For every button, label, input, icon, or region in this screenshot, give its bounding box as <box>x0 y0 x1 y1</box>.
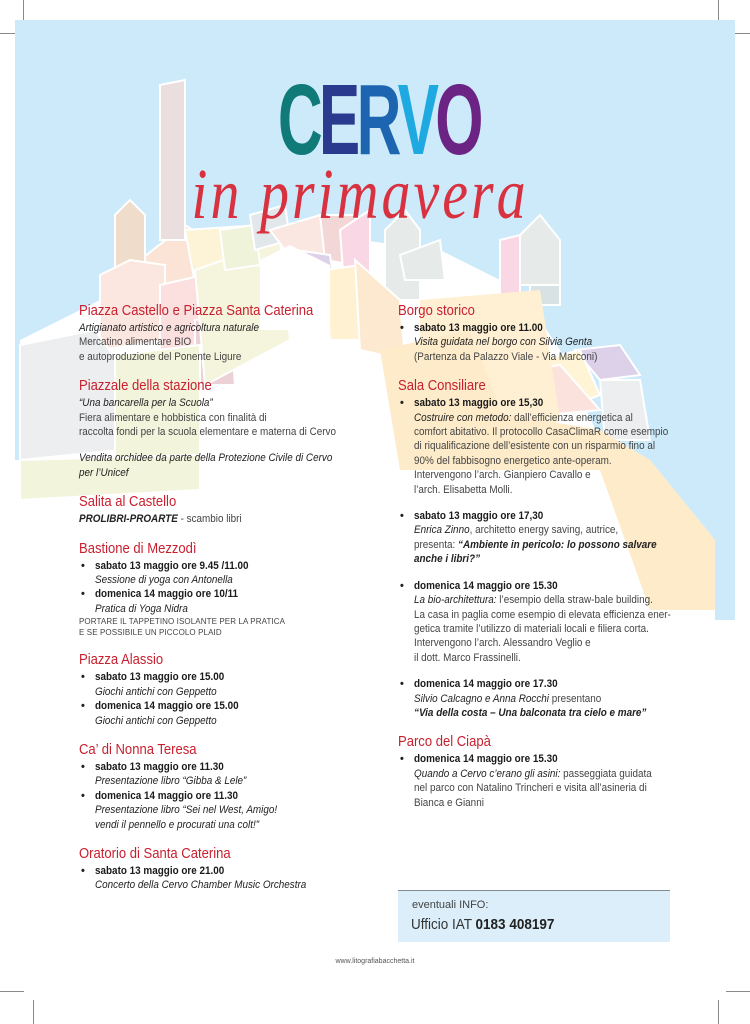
event-item: • sabato 13 maggio ore 17,30 Enrica Zinno, architetto energy saving, autrice, presenta: “Ambiente in pericolo: lo possono salvare anche i libri?” <box>400 510 657 566</box>
event-line: Intervengono l’arch. Alessandro Veglio e <box>414 637 591 650</box>
event-what: Presentazione libro “Sei nel West, Amigo! <box>95 804 278 817</box>
section-parco-ciapa <box>398 733 688 810</box>
event-when: sabato 13 maggio ore 11.00 <box>414 322 543 334</box>
section-line: Mercatino alimentare BIO <box>79 336 192 349</box>
title-letter: O <box>435 64 480 176</box>
info-box <box>398 890 670 942</box>
event-when: sabato 13 maggio ore 15,30 <box>414 397 544 410</box>
section-subtitle: Artigianato artistico e agricoltura naturale <box>79 322 259 334</box>
section-title: Piazza Castello e Piazza Santa Caterina <box>79 303 314 319</box>
section-title: Borgo storico <box>398 303 475 319</box>
event-item: • domenica 14 maggio ore 15.30 Quando a Cervo c’erano gli asini: passeggiata guidata nel parco con Natalino Trincheri e visita all’asineria di Bianca e Gianni <box>400 753 652 809</box>
info-phone[interactable]: 0183 408197 <box>475 916 555 933</box>
section-title: Bastione di Mezzodì <box>79 540 197 557</box>
printer-credit[interactable]: www.litografiabacchetta.it <box>335 958 415 965</box>
event-line: Bianca e Gianni <box>414 796 484 809</box>
section-bastione <box>79 540 389 639</box>
event-when: sabato 13 maggio ore 15.00 <box>95 671 225 684</box>
section-sala-consiliare <box>398 377 688 720</box>
event-item: • sabato 13 maggio ore 11.30 Presentazione libro “Gibba & Lele” <box>81 760 247 788</box>
section-line: e autoproduzione del Ponente Ligure <box>79 350 242 363</box>
event-what: vendi il pennello e procurati una colt!” <box>95 818 260 831</box>
section-line: Fiera alimentare e hobbistica con finalità di <box>79 411 267 424</box>
section-piazzale-stazione <box>79 377 389 480</box>
event-when: domenica 14 maggio ore 15.30 <box>414 579 558 592</box>
section-borgo-storico <box>398 302 688 364</box>
section-title: Piazzale della stazione <box>79 378 212 395</box>
info-label: eventuali INFO: <box>412 899 489 911</box>
event-item: • sabato 13 maggio ore 21.00 Concerto della Cervo Chamber Music Orchestra <box>81 864 307 892</box>
event-line: l’arch. Elisabetta Molli. <box>414 483 513 496</box>
event-item: • sabato 13 maggio ore 15.00 Giochi antichi con Geppetto <box>81 671 225 698</box>
title-letter: C <box>278 64 320 176</box>
event-line: Costruire con metodo: dall’efficienza energetica al <box>414 411 633 424</box>
event-line: presenta: “Ambiente in pericolo: lo possono salvare <box>414 538 657 551</box>
section-title: Salita al Castello <box>79 494 177 511</box>
section-title: Parco del Ciapà <box>398 734 491 751</box>
event-when: domenica 14 maggio ore 17.30 <box>414 678 558 691</box>
event-when: domenica 14 maggio ore 15.30 <box>414 753 558 766</box>
event-line: La casa in paglia come esempio di elevata efficienza ener- <box>414 608 671 621</box>
event-what: Concerto della Cervo Chamber Music Orchestra <box>95 879 307 892</box>
event-line: “Via della costa – Una balconata tra cielo e mare” <box>414 706 647 719</box>
event-what: Sessione di yoga con Antonella <box>95 574 233 587</box>
event-line: Enrica Zinno, architetto energy saving, autrice, <box>414 524 619 537</box>
section-piazza-alassio <box>79 651 389 728</box>
event-item: • domenica 14 maggio ore 17.30 Silvio Calcagno e Anna Rocchi presentano “Via della costa – Una balconata tra cielo e mare” <box>400 678 647 719</box>
bastione-note: PORTARE IL TAPPETINO ISOLANTE PER LA PRATICA <box>79 617 286 627</box>
subtitle-in-primavera: in primavera <box>191 152 529 235</box>
section-note: Vendita orchidee da parte della Protezione Civile di Cervo <box>79 452 333 465</box>
event-line: La bio-architettura: l’esempio della straw-bale building. <box>414 594 653 607</box>
section-title: Sala Consiliare <box>398 378 486 395</box>
event-when: domenica 14 maggio ore 15.00 <box>95 700 239 713</box>
title-letter: R <box>356 64 398 176</box>
event-item: • domenica 14 maggio ore 11.30 Presentazione libro “Sei nel West, Amigo! vendi il pennello e procurati una colt!” <box>81 789 278 831</box>
title-letter: V <box>397 64 436 176</box>
bastione-note: E SE POSSIBILE UN PICCOLO PLAID <box>79 628 222 638</box>
event-item: • sabato 13 maggio ore 15,30 Costruire con metodo: dall’efficienza energetica al comfort abitativo. Il protocollo CasaClimaR come esempio di riqualificazione dell’esistente con un risparmio fino al 90% del fabbisogno energetico ante-operam. Intervengono l’arch. Gianpiero Cavallo e l’arch. Elisabetta Molli. <box>400 397 669 496</box>
event-when: sabato 13 maggio ore 9.45 /11.00 <box>95 559 249 572</box>
section-piazza-castello <box>79 302 389 364</box>
event-when: sabato 13 maggio ore 21.00 <box>95 864 225 877</box>
event-item: • sabato 13 maggio ore 11.00 Visita guidata nel borgo con Silvia Genta (Partenza da Palazzo Viale - Via Marconi) <box>400 322 598 363</box>
event-item: • domenica 14 maggio ore 10/11 Pratica di Yoga Nidra <box>81 588 239 615</box>
event-line: nel parco con Natalino Trincheri e visita all’asineria di <box>414 782 647 795</box>
event-extra: (Partenza da Palazzo Viale - Via Marconi) <box>414 350 598 363</box>
section-note: per l’Unicef <box>79 466 129 479</box>
event-what: Visita guidata nel borgo con Silvia Genta <box>414 336 593 349</box>
event-line: 90% del fabbisogno energetico ante-operam. <box>414 454 612 467</box>
event-what: Giochi antichi con Geppetto <box>95 685 217 698</box>
event-when: sabato 13 maggio ore 17,30 <box>414 510 544 523</box>
section-salita-castello <box>79 493 389 526</box>
info-office: Ufficio IAT <box>411 916 476 933</box>
event-line: getica tramite l’utilizzo di materiali locali e filiera corta. <box>414 622 649 635</box>
section-line: PROLIBRI-PROARTE - scambio libri <box>79 513 242 526</box>
event-what: Presentazione libro “Gibba & Lele” <box>95 775 247 788</box>
event-what: Pratica di Yoga Nidra <box>95 602 188 615</box>
section-title: Oratorio di Santa Caterina <box>79 845 231 862</box>
section-oratorio <box>79 845 389 893</box>
event-line: il dott. Marco Frassinelli. <box>414 651 521 664</box>
event-what: Giochi antichi con Geppetto <box>95 714 217 727</box>
event-item: • domenica 14 maggio ore 15.00 Giochi antichi con Geppetto <box>81 700 239 727</box>
event-when: domenica 14 maggio ore 10/11 <box>95 588 239 601</box>
event-line: Silvio Calcagno e Anna Rocchi presentano <box>414 692 602 705</box>
event-item: • sabato 13 maggio ore 9.45 /11.00 Sessione di yoga con Antonella <box>81 559 249 587</box>
section-title: Ca’ di Nonna Teresa <box>79 741 197 758</box>
title-letter: E <box>319 64 357 176</box>
event-when: domenica 14 maggio ore 11.30 <box>95 789 239 802</box>
event-line: Quando a Cervo c’erano gli asini: passeggiata guidata <box>414 767 652 780</box>
event-line: comfort abitativo. Il protocollo CasaClimaR come esempio <box>414 426 669 439</box>
left-column <box>79 302 389 906</box>
section-title: Piazza Alassio <box>79 652 164 669</box>
section-nonna-teresa <box>79 741 389 832</box>
event-item: • domenica 14 maggio ore 15.30 La bio-architettura: l’esempio della straw-bale building. La casa in paglia come esempio di elevata efficienza ener- getica tramite l’utilizzo di materiali locali e filiera corta. Intervengono l’arch. Alessandro Veglio e il dott. Marco Frassinelli. <box>400 579 671 664</box>
event-when: sabato 13 maggio ore 11.30 <box>95 760 224 773</box>
info-contact <box>411 916 570 933</box>
event-line: Intervengono l’arch. Gianpiero Cavallo e <box>414 469 591 482</box>
section-line: raccolta fondi per la scuola elementare e materna di Cervo <box>79 426 336 439</box>
event-line: anche i libri?” <box>414 553 481 566</box>
event-line: di riqualificazione dell’esistente con un risparmio fino al <box>414 440 656 453</box>
section-subtitle: “Una bancarella per la Scuola” <box>79 397 213 410</box>
right-column <box>398 302 688 823</box>
